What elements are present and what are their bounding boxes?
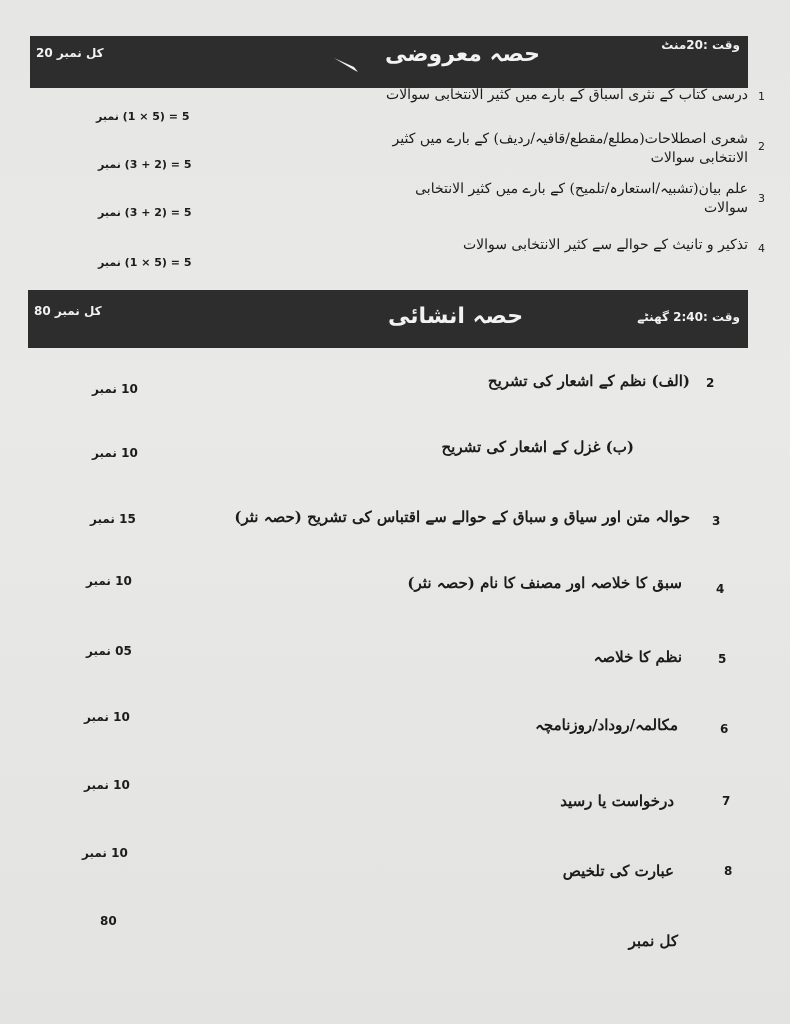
question-marks: 10 نمبر	[86, 574, 132, 588]
question-text: علم بیان(تشبیہ/استعارہ/تلمیح) کے بارے میں کثیر الانتخابی سوالات	[415, 181, 748, 216]
question-marks: 10 نمبر	[82, 846, 128, 860]
subjective-header-band	[28, 290, 748, 348]
question-number: 1	[758, 90, 765, 103]
question-number: 5	[718, 652, 727, 666]
question-number: 2	[758, 140, 765, 153]
question-marks: 5 = (2 + 3) نمبر	[98, 158, 192, 171]
question-text: (الف) نظم کے اشعار کی تشریح	[487, 372, 690, 390]
question-number: 2	[706, 376, 715, 390]
question-number: 6	[720, 722, 729, 736]
question-marks: 05 نمبر	[86, 644, 132, 658]
grand-total-value: 80	[100, 914, 117, 928]
question-number: 3	[712, 514, 721, 528]
question-number: 4	[716, 582, 725, 596]
objective-total-marks: کل نمبر 20	[36, 46, 104, 60]
question-number: 8	[724, 864, 733, 878]
pen-icon	[332, 54, 360, 74]
question-marks: 5 = (5 × 1) نمبر	[96, 110, 190, 123]
question-text: شعری اصطلاحات(مطلع/مقطع/قافیہ/ردیف) کے بارے میں کثیر الانتخابی سوالات	[392, 131, 748, 166]
question-text: نظم کا خلاصہ	[593, 648, 682, 666]
question-marks: 10 نمبر	[92, 382, 138, 396]
question-text: درخواست یا رسید	[560, 792, 674, 810]
question-text: عبارت کی تلخیص	[562, 862, 674, 880]
question-text: درسی کتاب کے نثری اسباق کے بارے میں کثیر الانتخابی سوالات	[386, 87, 748, 103]
question-number: 4	[758, 242, 765, 255]
grand-total-label: کل نمبر	[628, 932, 678, 950]
question-number: 3	[758, 192, 765, 205]
question-text: سبق کا خلاصہ اور مصنف کا نام (حصہ نثر)	[407, 574, 682, 592]
question-marks: 5 = (2 + 3) نمبر	[98, 206, 192, 219]
objective-title: حصہ معروضی	[385, 42, 540, 67]
question-marks: 10 نمبر	[84, 710, 130, 724]
question-text: (ب) غزل کے اشعار کی تشریح	[441, 438, 634, 456]
question-marks: 5 = (5 × 1) نمبر	[98, 256, 192, 269]
question-marks: 10 نمبر	[84, 778, 130, 792]
objective-header-band	[30, 36, 748, 88]
question-marks: 15 نمبر	[90, 512, 136, 526]
subjective-time: وقت :2:40 گھنٹے	[637, 310, 740, 324]
subjective-total-marks: کل نمبر 80	[34, 304, 102, 318]
question-text: مکالمہ/روداد/روزنامچہ	[535, 716, 678, 734]
question-number: 7	[722, 794, 731, 808]
question-text: حوالہ متن اور سیاق و سباق کے حوالے سے اقتباس کی تشریح (حصہ نثر)	[234, 508, 690, 526]
subjective-title: حصہ انشائی	[388, 304, 524, 329]
objective-time: وقت :20منٹ	[661, 38, 740, 52]
question-text: تذکیر و تانیث کے حوالے سے کثیر الانتخابی سوالات	[462, 237, 748, 253]
question-marks: 10 نمبر	[92, 446, 138, 460]
